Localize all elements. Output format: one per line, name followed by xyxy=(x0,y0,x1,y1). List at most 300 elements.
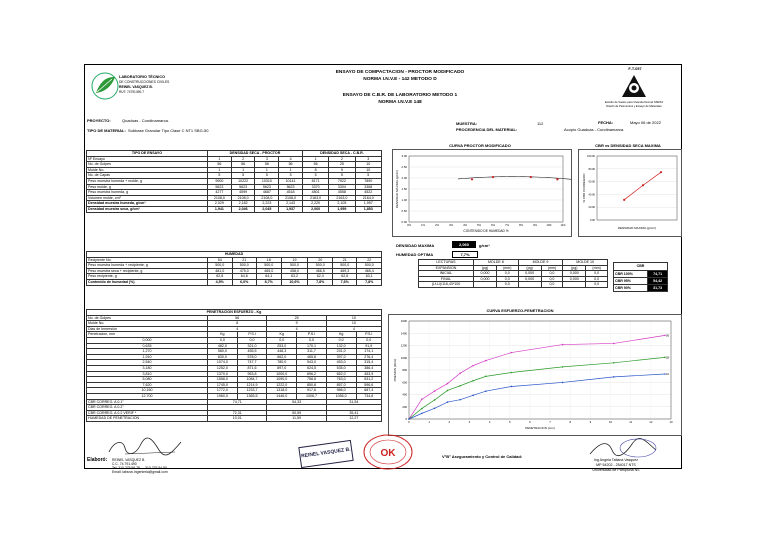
table-cell: 481,0 xyxy=(208,268,233,274)
ok-stamp xyxy=(360,432,416,472)
university-emblem-icon xyxy=(618,73,650,99)
univ-line-2: Diseño de Pavimentos y Ensayo de Materiales xyxy=(606,105,662,108)
penetration-point xyxy=(434,399,436,401)
table-cell: 850,8 xyxy=(297,382,327,388)
table-cell: 3 xyxy=(255,156,279,162)
unit-cell: P.S.I xyxy=(297,332,327,338)
unit-cell: (pg) xyxy=(563,265,586,271)
table-cell: 1 xyxy=(231,167,255,173)
x-tick-label: 6% xyxy=(491,224,495,227)
table-cell: 9 xyxy=(329,167,355,173)
table-cell: 63,2 xyxy=(281,274,308,280)
table-cell: 2 xyxy=(231,156,255,162)
table-cell: 1,959 xyxy=(329,206,355,212)
table-cell: 475,0 xyxy=(232,268,257,274)
density-max-label: DENSIDAD MAXIMA xyxy=(396,243,435,248)
table-cell: 5 xyxy=(329,173,355,179)
x-tick-label: 0% xyxy=(407,224,411,227)
table-cell: 986,0 xyxy=(326,388,356,394)
x-tick-label: 7 xyxy=(549,420,551,424)
row-label: Nº Ensayo xyxy=(87,156,208,162)
table-cell: 1,853 xyxy=(355,206,381,212)
leaf-logo-icon xyxy=(90,71,120,101)
table-cell: 7,6% xyxy=(332,279,357,285)
x-tick-label: 11 xyxy=(629,420,633,424)
table-cell: 7890 xyxy=(355,178,381,184)
table-cell: 2,223 xyxy=(255,201,279,207)
y-tick-label: 1.00 xyxy=(401,198,407,202)
penetration-series-line xyxy=(409,335,665,419)
table-cell: 0,000 xyxy=(518,276,541,282)
table-cell: 386,4 xyxy=(356,365,381,371)
table-cell: 6,0% xyxy=(232,279,257,285)
golpes-cell: 56 xyxy=(208,315,267,321)
table-cell: 56 xyxy=(255,162,279,168)
table-cell: 830,0 xyxy=(208,354,238,360)
table-cell: 652,0 xyxy=(326,371,356,377)
penetration-point xyxy=(447,390,449,392)
table-cell: 662,0 xyxy=(267,354,297,360)
table-cell: 1,997 xyxy=(355,201,381,207)
table-cell: 4277 xyxy=(208,190,232,196)
table-cell: 578,0 xyxy=(237,354,267,360)
group-header-cbr: DENSIDAD SECA - C.B.R. xyxy=(302,151,381,157)
proctor-point xyxy=(556,178,558,180)
group-header-type: TIPO DE ENSAYO xyxy=(87,151,208,157)
unit-cell: P.S.I xyxy=(237,332,267,338)
mm-cell: 0,635 xyxy=(87,343,208,349)
x-tick-label: 9 xyxy=(589,420,592,424)
table-cell: 500,0 xyxy=(332,263,357,269)
x-tick-label: 3% xyxy=(449,224,453,227)
table-cell: 0,000 xyxy=(563,271,586,277)
quality-control-label: V°B° Aseguramiento y Control de Calidad: xyxy=(442,454,523,459)
penetration-point xyxy=(421,408,423,410)
table-cell: 10141 xyxy=(279,178,303,184)
table-cell: 8 xyxy=(302,167,328,173)
table-cell: 18 xyxy=(257,257,282,263)
table-cell: 1 xyxy=(279,167,303,173)
procedencia-value: Acopio Guaduas - Cundinamarca. xyxy=(564,127,625,132)
row-label: Peso muestra humeda, g xyxy=(87,190,208,196)
table-cell: 35,41 xyxy=(326,410,381,416)
table-cell: 0,0 xyxy=(267,337,297,343)
table-cell: 2108,0 xyxy=(255,195,279,201)
unit-cell: (pg) xyxy=(518,265,541,271)
table-cell: 5 xyxy=(208,173,232,179)
series-label: 56 xyxy=(665,333,670,338)
lecturas-header: LECTURAS xyxy=(419,260,474,266)
table-cell: 4518 xyxy=(279,190,303,196)
table-cell: 5623 xyxy=(231,184,255,190)
table-row xyxy=(419,282,608,288)
table-cell: 1056,0 xyxy=(326,393,356,399)
penetration-series-line xyxy=(409,374,665,419)
table-cell: 1000,0 xyxy=(267,371,297,377)
y-tick-label: 20.00 xyxy=(588,206,595,210)
table-row xyxy=(614,278,668,285)
humedad-title: HUMEDAD xyxy=(87,252,382,258)
mm-cell: 12,700 xyxy=(87,393,208,399)
table-cell: 19 xyxy=(281,257,308,263)
table-cell: 580,0 xyxy=(208,349,238,355)
y-tick-label: 1.50 xyxy=(401,187,407,191)
row-label: CBR CORREG. A 0.2" xyxy=(87,405,208,411)
mm-cell: 1,270 xyxy=(87,349,208,355)
table-cell xyxy=(518,282,541,288)
muestra-value: 112 xyxy=(537,121,544,126)
unit-cell: P.S.I xyxy=(356,332,381,338)
table-cell: 857,0 xyxy=(326,382,356,388)
table-cell: 64,6 xyxy=(232,274,257,280)
x-tick-label: 4 xyxy=(488,420,491,424)
mm-cell: 2,540 xyxy=(87,360,208,366)
table-cell: 465,4 xyxy=(357,268,382,274)
table-cell: 871,6 xyxy=(237,365,267,371)
ok-stamp-text: OK xyxy=(380,448,396,459)
mm-cell: 7,620 xyxy=(87,382,208,388)
table-cell: 0,0 xyxy=(586,276,608,282)
table-cell: 3 xyxy=(355,156,381,162)
inmersion-cell: 4 xyxy=(267,326,326,332)
x-tick-label: 10 xyxy=(608,420,613,424)
y-axis-label: % CBR CORREGIDO xyxy=(582,173,586,203)
table-cell: 953,8 xyxy=(237,371,267,377)
penetration-point xyxy=(511,372,513,374)
y-tick-label: 3.00 xyxy=(401,154,407,158)
table-cell: 1446,0 xyxy=(267,393,297,399)
table-cell: 0,0 xyxy=(541,282,563,288)
row-label: FINAL xyxy=(419,276,474,282)
table-cell: 500,0 xyxy=(232,263,257,269)
table-cell: 455,5 xyxy=(237,349,267,355)
table-cell: 10222 xyxy=(231,178,255,184)
table-cell: 5623 xyxy=(279,184,303,190)
table-cell: 8,7% xyxy=(257,279,282,285)
table-cell: 0,0 xyxy=(496,271,518,277)
inmersion-cell: 4 xyxy=(326,326,381,332)
table-cell: 315,4 xyxy=(356,360,381,366)
table-cell: 531,2 xyxy=(356,377,381,383)
elaborator-email: Email: labsrvc.ingenieria@gmail.com xyxy=(112,470,168,474)
table-cell: 763,0 xyxy=(326,377,356,383)
table-cell: 63,1 xyxy=(357,274,382,280)
table-cell: 56 xyxy=(231,162,255,168)
table-cell: 74,71 xyxy=(208,399,267,405)
table-cell: 91,9 xyxy=(356,343,381,349)
proctor-chart xyxy=(393,150,571,236)
row-label: (Lf-Li)/116,43*100 xyxy=(419,282,474,288)
cbr-density-chart-title: CBR vs DENSIDAD SECA MAXIMA xyxy=(595,143,661,148)
molde9-header: MOLDE 9 xyxy=(518,260,563,266)
x-tick-label: 7% xyxy=(505,224,509,227)
x-tick-label: 4% xyxy=(463,224,467,227)
table-cell: 500,0 xyxy=(257,263,282,269)
stamp-seal xyxy=(296,438,356,468)
table-cell: 596,6 xyxy=(356,382,381,388)
table-cell: 453,9 xyxy=(356,371,381,377)
x-tick-label: 1 xyxy=(428,420,430,424)
table-cell: 5623 xyxy=(255,184,279,190)
y-tick-label: 0.50 xyxy=(401,209,407,213)
table-cell: 1006,7 xyxy=(297,393,327,399)
table-cell: 0,000 xyxy=(563,276,586,282)
table-cell: 0,0 xyxy=(586,282,608,288)
lab-name-line2: DE CONSTRUCCIONES CIVILES xyxy=(119,80,170,84)
table-cell: 624,5 xyxy=(297,365,327,371)
penetration-chart xyxy=(389,315,681,435)
penetration-chart-title: CURVA ESFUERZO-PENETRACION xyxy=(486,308,554,313)
table-cell: 469,3 xyxy=(332,268,357,274)
table-cell: 0,0 xyxy=(496,276,518,282)
table-cell: 917,6 xyxy=(297,388,327,394)
muestra-label: MUESTRA: xyxy=(456,121,478,126)
row-label: Densidad muestra humeda, g/cm³ xyxy=(87,201,208,207)
x-axis-label: PENETRACION (mm) xyxy=(525,426,555,430)
elaborator-cc: C.C. 74.791.490 xyxy=(112,462,137,466)
table-cell: 1745,0 xyxy=(208,382,238,388)
row-label: Peso molde, g xyxy=(87,184,208,190)
row-label: CBR CORREG. A 0.1" xyxy=(87,399,208,405)
penetration-point xyxy=(459,385,461,387)
row-label: Dias de Inmersión xyxy=(87,326,208,332)
table-cell: 4,5% xyxy=(208,279,233,285)
table-cell: 54,33 xyxy=(267,399,326,405)
row-label: INICIAL xyxy=(419,271,474,277)
table-cell: 170,1 xyxy=(297,343,327,349)
table-cell: 397,0 xyxy=(326,354,356,360)
penetration-point xyxy=(434,390,436,392)
table-cell: 50,59 xyxy=(267,410,326,416)
table-cell: 1 xyxy=(302,156,328,162)
table-cell: 7,8% xyxy=(308,279,333,285)
penetration-point xyxy=(472,380,474,382)
y-tick-label: 60.00 xyxy=(588,180,595,184)
unit-cell: (pg) xyxy=(474,265,497,271)
penetration-title: PENETRACION ESFUERZO - Kg xyxy=(87,310,382,316)
table-cell: 0,0 xyxy=(326,337,356,343)
molde-cell: 10 xyxy=(326,321,381,327)
table-cell: 4558 xyxy=(329,190,355,196)
proyecto-value: Quaduas - Cundinamarca. xyxy=(122,118,169,123)
y-tick-label: 40.00 xyxy=(588,193,595,197)
cbr-point xyxy=(660,171,662,173)
table-cell: 5 xyxy=(279,173,303,179)
table-row xyxy=(614,271,668,278)
row-label: Molde No. xyxy=(87,321,208,327)
row-label: Volumen molde, cm³ xyxy=(87,195,208,201)
humedad-optima-label: HUMEDAD OPTIMA xyxy=(396,252,434,257)
table-cell: 64,1 xyxy=(257,274,282,280)
mm-cell: 0,000 xyxy=(87,337,208,343)
density-max-unit: g/cm³ xyxy=(479,243,490,248)
penetration-series-line xyxy=(409,357,665,419)
material-value: Subbase Granular Tipo Clase C NT1 SBG-50 xyxy=(128,128,209,133)
penetration-point xyxy=(562,366,564,368)
mm-cell: 5,080 xyxy=(87,377,208,383)
table-cell: 1074,0 xyxy=(208,360,238,366)
elaborator-phone: Tel: 310 275 56 79 — 310 275 54 90 xyxy=(112,466,167,470)
x-tick-label: 12 xyxy=(649,420,653,424)
table-cell: 62,6 xyxy=(332,274,357,280)
table-cell: 758,8 xyxy=(297,377,327,383)
table-cell: 0,0 xyxy=(586,271,608,277)
molde-cell: 8 xyxy=(208,321,267,327)
proyecto-label: PROYECTO: xyxy=(87,118,111,123)
table-cell: 12,27 xyxy=(326,416,381,422)
penetration-point xyxy=(485,376,487,378)
penetration-point xyxy=(421,413,423,415)
table-cell: 0,000 xyxy=(518,271,541,277)
table-cell: 2108,0 xyxy=(279,195,303,201)
table-cell xyxy=(563,282,586,288)
mm-cell: 1,910 xyxy=(87,354,208,360)
group-header-proctor: DENSIDAD SECA - PROCTOR xyxy=(208,151,303,157)
proctor-chart-title: CURVA PROCTOR MODIFICADO xyxy=(449,143,511,148)
table-cell: 780,0 xyxy=(267,360,297,366)
unit-cell: Kg xyxy=(267,332,297,338)
signature-right xyxy=(586,436,664,460)
penetration-point xyxy=(421,399,423,401)
inmersion-cell: 4 xyxy=(208,326,267,332)
proctor-point xyxy=(492,176,494,178)
proctor-point xyxy=(530,176,532,178)
table-cell: 0,0 xyxy=(208,337,238,343)
y-tick-label: 1000 xyxy=(400,355,407,360)
table-cell: 62,8 xyxy=(208,274,233,280)
table-cell: 2163,0 xyxy=(302,195,328,201)
table-cell: 0,0 xyxy=(297,337,327,343)
table-cell: 4801 xyxy=(302,190,328,196)
cbr-label: CBR 90% xyxy=(614,285,648,292)
penetration-point xyxy=(472,395,474,397)
table-cell: 4 xyxy=(279,156,303,162)
table-cell: 1,941 xyxy=(208,206,232,212)
unit-cell: Kg xyxy=(208,332,238,338)
table-cell: 2,105 xyxy=(329,201,355,207)
table-cell: 1960,0 xyxy=(208,393,238,399)
unit-cell: (mm) xyxy=(541,265,563,271)
penetration-point xyxy=(613,343,615,345)
penetration-point xyxy=(562,382,564,384)
y-axis-label: PRESION (lb/in²) xyxy=(393,358,397,382)
row-label: Densidad muestra seca, g/cm³ xyxy=(87,206,208,212)
table-cell: 10 xyxy=(355,167,381,173)
x-tick-label: 5 xyxy=(508,420,511,424)
table-cell: 2164,0 xyxy=(355,195,381,201)
table-cell: 1318,0 xyxy=(267,388,297,394)
table-row xyxy=(87,416,382,422)
engineer-mp: MP 54202 - 254017 NTS xyxy=(596,463,636,467)
table-cell: 1 xyxy=(208,167,232,173)
table-cell: 2108,0 xyxy=(231,195,255,201)
row-label: HUMEDAD DE PENETRACION xyxy=(87,416,208,422)
table-cell: 231,0 xyxy=(326,349,356,355)
table-cell: 543,0 xyxy=(297,360,327,366)
engineer-name: Ing Angela Tatiana Vasquez xyxy=(593,458,639,462)
x-tick-label: 6 xyxy=(529,420,531,424)
penetration-point xyxy=(485,360,487,362)
penetration-point xyxy=(472,365,474,367)
table-cell: 0,0 xyxy=(496,282,518,288)
penetration-point xyxy=(613,362,615,364)
table-cell: 1214,9 xyxy=(237,382,267,388)
cbr-summary-title: CBR xyxy=(614,263,668,271)
y-tick-label: 0 xyxy=(405,417,407,421)
table-cell: 2 xyxy=(329,156,355,162)
table-cell: 5 xyxy=(231,173,255,179)
table-cell: 2108,0 xyxy=(208,195,232,201)
table-cell: 482,0 xyxy=(208,343,238,349)
cbr-label: CBR 95% xyxy=(614,278,648,285)
density-max-value: 2,060 xyxy=(452,241,476,248)
table-cell: 1252,0 xyxy=(208,365,238,371)
fecha-label: FECHA: xyxy=(598,120,614,125)
row-label: No. de Golpes xyxy=(87,162,208,168)
table-cell: 10 xyxy=(355,162,381,168)
material-label: TIPO DE MATERIAL: xyxy=(87,128,126,133)
table-cell: 500,0 xyxy=(208,263,233,269)
row-label: Peso muestra seca + recipiente, g xyxy=(87,268,208,274)
table-cell: 31,54 xyxy=(326,399,381,405)
cbr-density-chart-frame xyxy=(578,149,682,237)
cbr-summary-table xyxy=(613,262,668,292)
lab-rut: RUT: 74791490-7 xyxy=(119,90,144,94)
table-cell: 56 xyxy=(208,162,232,168)
x-tick-label: 2 xyxy=(448,420,451,424)
x-tick-label: 10% xyxy=(546,224,552,227)
mm-cell: 3,810 xyxy=(87,371,208,377)
table-cell: 466,5 xyxy=(308,268,333,274)
penetration-point xyxy=(459,372,461,374)
row-label: Recipiente No. xyxy=(87,257,208,263)
table-cell: 4687 xyxy=(255,190,279,196)
x-tick-label: 8% xyxy=(519,224,523,227)
table-cell: 2,143 xyxy=(279,201,303,207)
y-tick-label: 1200 xyxy=(400,343,407,348)
table-cell: 1084,7 xyxy=(237,377,267,383)
table-cell: 4522 xyxy=(355,190,381,196)
x-tick-label: 1% xyxy=(421,224,425,227)
y-tick-label: 0.00 xyxy=(401,220,407,224)
table-row xyxy=(614,285,668,292)
table-cell: 10310 xyxy=(255,178,279,184)
proctor-point xyxy=(471,178,473,180)
row-label: No. de Golpes xyxy=(87,315,208,321)
table-cell: 0,0 xyxy=(541,271,563,277)
title-line-4: NORMA I.N.V.E 148 xyxy=(378,100,422,105)
unit-cell: (mm) xyxy=(496,265,518,271)
table-cell: 0,000 xyxy=(474,271,497,277)
table-cell: 7922 xyxy=(329,178,355,184)
penetration-point xyxy=(447,401,449,403)
penetration-point xyxy=(511,352,513,354)
elaboro-label: Elaboró: xyxy=(87,457,108,463)
table-cell: 2163,0 xyxy=(329,195,355,201)
table-cell: 2,220 xyxy=(302,201,328,207)
golpes-cell: 10 xyxy=(326,315,381,321)
row-label: Penetracion, mm xyxy=(87,332,208,338)
y-axis-label: DENSIDAD MAXIMA (g/cm³) xyxy=(395,169,399,209)
table-cell: 2,045 xyxy=(255,206,279,212)
humedad-optima-value: 7,7% xyxy=(452,251,478,258)
stamp-seal-text: REINEL VASQUEZ B. xyxy=(300,446,351,460)
x-tick-label: 13 xyxy=(669,420,673,424)
plot-area xyxy=(597,156,677,220)
table-cell: 897,0 xyxy=(267,365,297,371)
table-cell: 4599 xyxy=(231,190,255,196)
y-tick-label: 100.00 xyxy=(587,155,595,158)
